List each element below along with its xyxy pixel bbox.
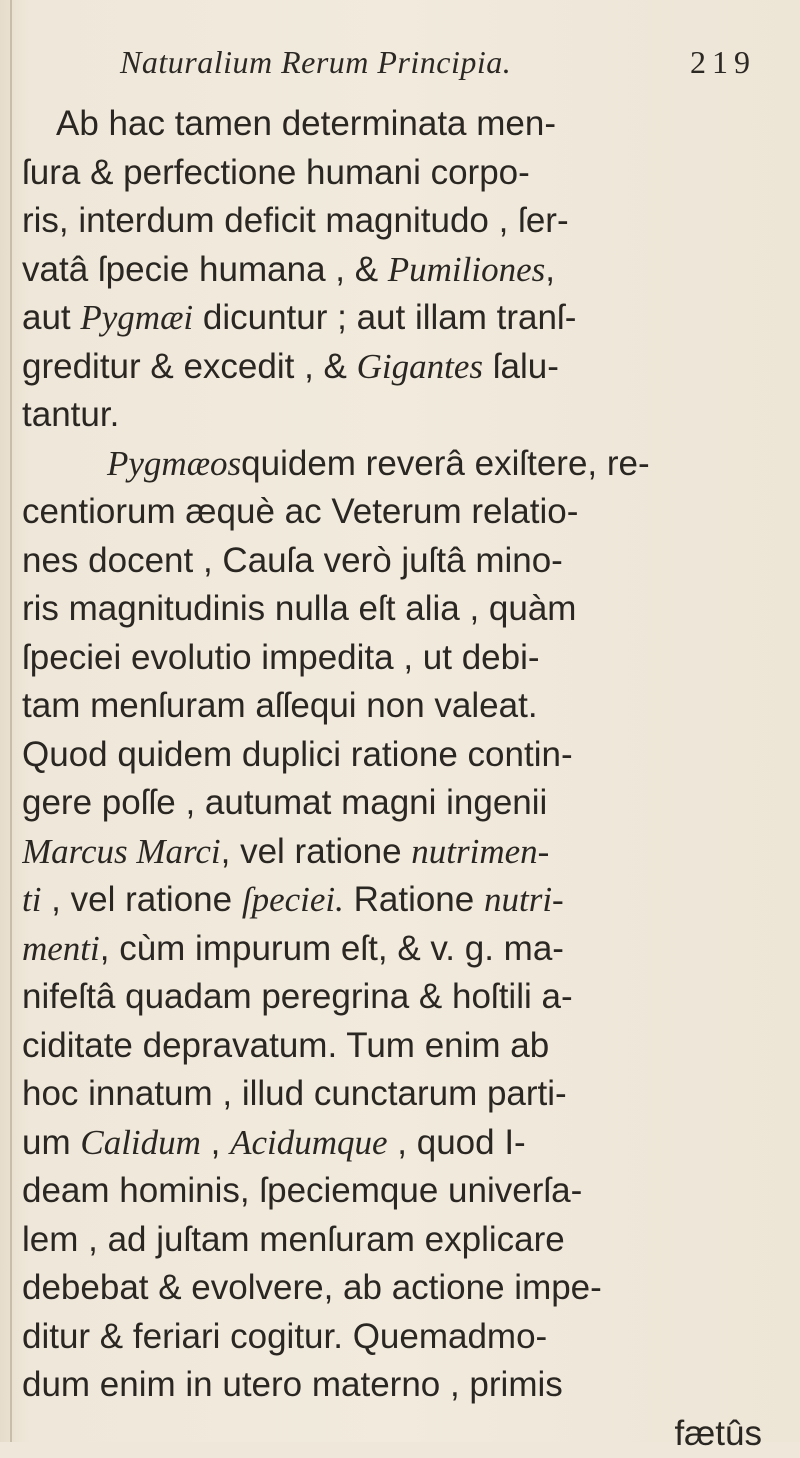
catchword [22, 1410, 792, 1458]
text-line [22, 391, 792, 440]
text-run: nes docent , Cauſa verò juſtâ mino- [22, 541, 563, 580]
text-line [22, 343, 792, 392]
text-line [22, 634, 792, 683]
text-run: centiorum æquè ac Veterum relatio- [22, 492, 578, 531]
text-run: , [545, 250, 555, 289]
text-line [22, 1264, 792, 1313]
text-run: ſura & perfectione humani corpo- [22, 153, 530, 192]
text-run: ſalu- [483, 347, 559, 386]
text-run: dum enim in utero materno , primis [22, 1365, 563, 1404]
text-line [22, 1119, 792, 1168]
text-line [22, 1216, 792, 1265]
text-line [22, 100, 792, 149]
text-line [22, 1167, 792, 1216]
italic-text: Gigantes [357, 347, 483, 386]
text-run: greditur & excedit , & [22, 347, 357, 386]
text-run: , quod I- [388, 1123, 526, 1162]
text-run: aut [22, 298, 80, 337]
text-line [22, 731, 792, 780]
text-line [22, 537, 792, 586]
italic-text: Calidum [80, 1123, 201, 1162]
text-run: ris magnitudinis nulla eſt alia , quàm [22, 589, 576, 628]
italic-text: Pumiliones [388, 250, 545, 289]
italic-text: Acidumque [230, 1123, 387, 1162]
italic-text: ſpeciei. [242, 880, 344, 919]
text-line [22, 876, 792, 925]
italic-text: Pygmæi [80, 298, 193, 337]
text-line [22, 246, 792, 295]
text-run: deam hominis, ſpeciemque univerſa- [22, 1171, 582, 1210]
text-run: Ratione [344, 880, 484, 919]
text-run: fætûs [674, 1414, 762, 1453]
text-run: ris, interdum deficit magnitudo , ſer- [22, 201, 569, 240]
text-run: quidem reverâ exiſtere, re- [241, 444, 650, 483]
text-run: um [22, 1123, 80, 1162]
italic-text: ti [22, 880, 41, 919]
italic-text: menti [22, 929, 100, 968]
text-line [22, 973, 792, 1022]
text-line [22, 149, 792, 198]
text-run: gere poſſe , autumat magni ingenii [22, 783, 547, 822]
text-line [22, 1070, 792, 1119]
text-line [22, 682, 792, 731]
text-line [22, 294, 792, 343]
text-line [22, 828, 792, 877]
text-run: ciditate depravatum. Tum enim ab [22, 1026, 549, 1065]
text-run: Ab hac tamen determinata men- [56, 104, 556, 143]
text-run: , cùm impurum eſt, & v. g. ma- [100, 929, 564, 968]
text-run: Quod quidem duplici ratione contin- [22, 735, 573, 774]
italic-text: Marcus Marci [22, 832, 221, 871]
italic-text: nutrimen- [411, 832, 549, 871]
text-line [22, 779, 792, 828]
text-run: ſpeciei evolutio impedita , ut debi- [22, 638, 540, 677]
text-run: tantur. [22, 395, 119, 434]
text-line [22, 1022, 792, 1071]
text-run: ditur & feriari cogitur. Quemadmo- [22, 1317, 547, 1356]
text-line [22, 585, 792, 634]
running-head [0, 40, 800, 90]
text-line [22, 197, 792, 246]
body-text [22, 100, 792, 1458]
text-run: tam menſuram aſſequi non valeat. [22, 686, 538, 725]
text-run: debebat & evolvere, ab actione impe- [22, 1268, 602, 1307]
text-run: vatâ ſpecie humana , & [22, 250, 388, 289]
running-title: Naturalium Rerum Principia. [120, 44, 511, 81]
text-line [22, 1361, 792, 1410]
text-run: lem , ad juſtam menſuram explicare [22, 1220, 565, 1259]
text-run: nifeſtâ quadam peregrina & hoſtili a- [22, 977, 573, 1016]
text-line [22, 440, 792, 489]
italic-text: nutri- [484, 880, 564, 919]
text-run: hoc innatum , illud cunctarum parti- [22, 1074, 567, 1113]
italic-text: Pygmæos [107, 444, 241, 483]
text-line [22, 488, 792, 537]
text-run: , vel ratione [41, 880, 241, 919]
text-line [22, 1313, 792, 1362]
binding-gutter-line [10, 0, 12, 1442]
text-line [22, 925, 792, 974]
text-run: , [201, 1123, 230, 1162]
text-run: dicuntur ; aut illam tranſ- [193, 298, 576, 337]
page-number: 219 [690, 44, 756, 81]
text-run: , vel ratione [221, 832, 412, 871]
